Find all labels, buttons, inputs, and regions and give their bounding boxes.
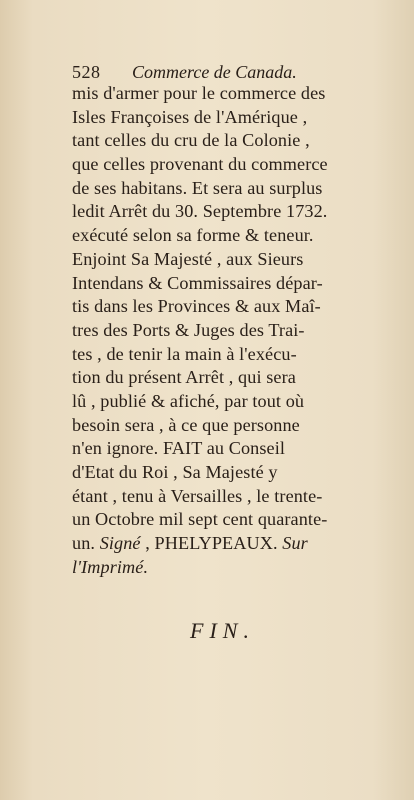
text-line: Enjoint Sa Majesté , aux Sieurs <box>72 248 304 269</box>
end-mark: FIN. <box>190 618 255 643</box>
imprime-line: l'Imprimé. <box>72 556 149 577</box>
text-line: Intendans & Commissaires dépar- <box>72 272 323 293</box>
text-line: tis dans les Provinces & aux Maî- <box>72 296 321 317</box>
text-line: étant , tenu à Versailles , le trente- <box>72 485 323 506</box>
page-number: 528 <box>72 62 101 82</box>
text-line: tes , de tenir la main à l'exécu- <box>72 343 297 364</box>
text-line: tres des Ports & Juges des Trai- <box>72 319 305 340</box>
text-line: ledit Arrêt du 30. Septembre 1732. <box>72 201 328 222</box>
text-line: n'en ignore. FAIT au Conseil <box>72 438 286 459</box>
signe-label: Signé <box>99 533 141 554</box>
signature-prefix: un. <box>72 533 100 554</box>
running-title: Commerce de Canada. <box>132 62 297 82</box>
signature-line <box>72 532 400 556</box>
text-line: Isles Françoises de l'Amérique , <box>72 106 308 127</box>
text-line: tant celles du cru de la Colonie , <box>72 130 310 151</box>
body-text <box>72 82 400 579</box>
text-line: que celles provenant du commerce <box>72 154 328 175</box>
text-line: un Octobre mil sept cent quarante- <box>72 509 328 530</box>
text-line: mis d'armer pour le commerce des <box>72 83 326 103</box>
text-line: de ses habitans. Et sera au surplus <box>72 177 323 198</box>
text-line: tion du présent Arrêt , qui sera <box>72 367 296 388</box>
text-line: d'Etat du Roi , Sa Majesté y <box>72 462 278 482</box>
text-line: besoin sera , à ce que personne <box>72 414 300 435</box>
text-line: lû , publié & afiché, par tout où <box>72 390 305 411</box>
page-header <box>72 60 392 84</box>
signatory-name: , PHELYPEAUX. <box>140 533 283 554</box>
sur-label: Sur <box>282 533 308 554</box>
text-line: exécuté selon sa forme & teneur. <box>72 225 314 246</box>
